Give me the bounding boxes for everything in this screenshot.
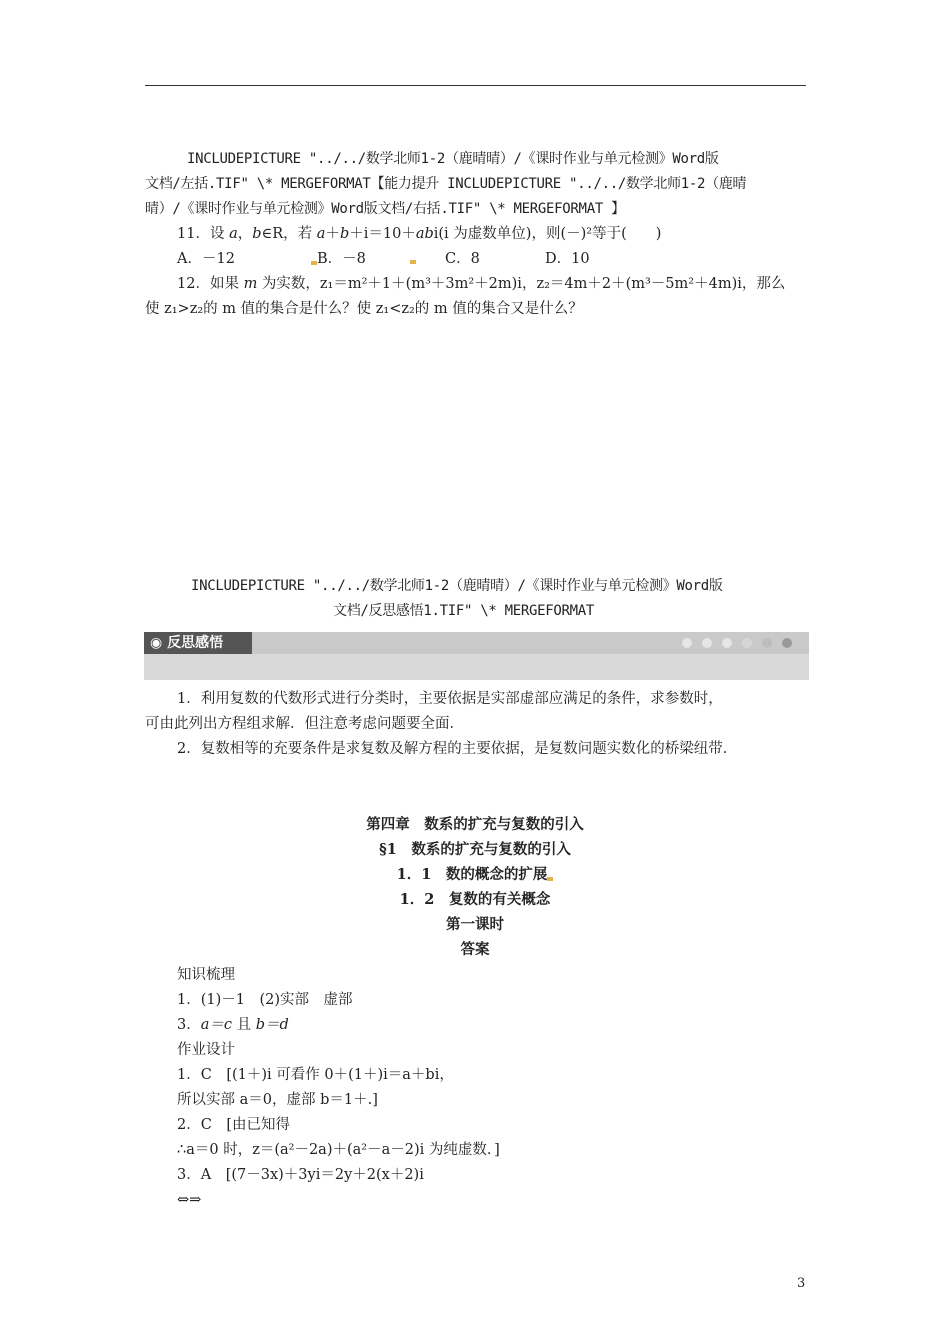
decorative-dot-icon <box>682 638 692 648</box>
homework-3-line-1: 3．A [(7－3x)＋3yi＝2y＋2(x＋2)i <box>177 1167 424 1183</box>
include-field-2-line-1: INCLUDEPICTURE "../../数学北师1-2（鹿晴晴）/《课时作业与单元检测》Word版 <box>191 578 723 594</box>
question-11: 11．设 a，b∈R，若 a＋b＋i＝10＋abi(i 为虚数单位)，则(－)²等于( ) <box>177 226 662 242</box>
q11-option-a: A．－12 <box>177 251 235 267</box>
z2-expression: z₂＝4m＋2＋(m³－5m²＋4m)i <box>536 276 742 292</box>
header-rule <box>145 85 806 86</box>
section-heading: §1 数系的扩充与复数的引入 <box>379 841 571 858</box>
include-field-line-2: 文档/左括.TIF" \* MERGEFORMAT【能力提升 INCLUDEPICTURE "../../数学北师1-2（鹿晴 <box>145 176 747 192</box>
include-field-line-3: 晴）/《课时作业与单元检测》Word版文档/右括.TIF" \* MERGEFORMAT 】 <box>145 201 625 217</box>
answer-1: 1．(1)－1 (2)实部 虚部 <box>177 992 353 1008</box>
homework-1-line-1: 1．C [(1＋)i 可看作 0＋(1＋)i＝a＋bi， <box>177 1067 454 1083</box>
z1-expression: z₁＝m²＋1＋(m³＋3m²＋2m)i <box>319 276 522 292</box>
chapter-heading: 第四章 数系的扩充与复数的引入 <box>366 816 584 833</box>
edit-mark <box>547 877 553 881</box>
answers-heading: 答案 <box>460 941 490 958</box>
homework-3-line-2: ⇔⇒ <box>177 1192 202 1208</box>
decorative-dot-icon <box>742 638 752 648</box>
include-field-line-1: INCLUDEPICTURE "../../数学北师1-2（鹿晴晴）/《课时作业与单元检测》Word版 <box>187 151 719 167</box>
question-12-line-2: 使 z₁>z₂的 m 值的集合是什么？使 z₁<z₂的 m 值的集合又是什么？ <box>145 301 583 317</box>
include-field-2-line-2: 文档/反思感悟1.TIF" \* MERGEFORMAT <box>333 603 595 619</box>
reflection-point-2: 2．复数相等的充要条件是求复数及解方程的主要依据，是复数问题实数化的桥梁纽带． <box>177 741 738 757</box>
subsection-heading-2: 1．2 复数的有关概念 <box>399 891 551 908</box>
q11-option-d: D．10 <box>545 251 590 267</box>
homework-2-line-1: 2．C [由已知得 <box>177 1117 290 1133</box>
homework-1-line-2: 所以实部 a＝0，虚部 b＝1＋.] <box>177 1092 378 1108</box>
page-number: 3 <box>797 1276 806 1291</box>
reflection-point-1-line-2: 可由此列出方程组求解．但注意考虑问题要全面． <box>145 716 464 732</box>
knowledge-review-heading: 知识梳理 <box>177 967 235 983</box>
edit-mark <box>410 260 416 264</box>
decorative-dot-icon <box>702 638 712 648</box>
homework-2-line-2: ∴a＝0 时，z＝(a²－2a)＋(a²－a－2)i 为纯虚数．] <box>177 1142 500 1158</box>
q11-option-b: B．－8 <box>311 249 366 269</box>
lesson-heading: 第一课时 <box>446 916 504 933</box>
decorative-dot-icon <box>722 638 732 648</box>
homework-heading: 作业设计 <box>177 1042 235 1058</box>
q11-option-c: C．8 <box>445 251 480 267</box>
subsection-heading-1: 1．1 数的概念的扩展 <box>0 865 950 885</box>
decorative-dot-icon <box>782 638 792 648</box>
reflection-banner <box>144 632 809 680</box>
reflection-banner-title: ◉ 反思感悟 <box>144 632 252 654</box>
reflection-point-1-line-1: 1．利用复数的代数形式进行分类时，主要依据是实部虚部应满足的条件，求参数时， <box>177 691 723 707</box>
decorative-dot-icon <box>762 638 772 648</box>
answer-3: 3．a＝c 且 b＝d <box>177 1017 289 1033</box>
question-12-line-1: 12．如果 m 为实数，z₁＝m²＋1＋(m³＋3m²＋2m)i，z₂＝4m＋2＋(m³－5m²＋4m)i，那么 <box>177 276 786 292</box>
